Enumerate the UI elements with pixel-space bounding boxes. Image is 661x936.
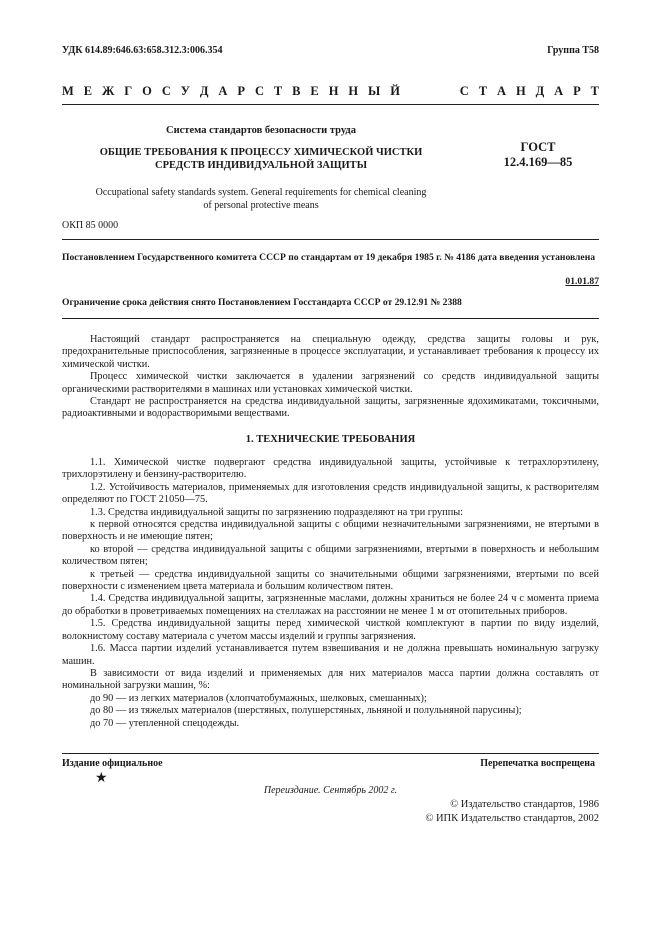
banner-letter: Р [573, 84, 581, 98]
requirement-paragraph: к третьей — средства индивидуальной защиты со значительными общими загрязнениями, втертыми по всей поверхности с изменением цвета материала и большим количеством пятен. [62, 568, 599, 593]
banner-letter: Г [124, 84, 133, 98]
requirement-paragraph: ко второй — средства индивидуальной защиты с общими загрязнениями, втертыми в поверхность и небольшим количеством пятен; [62, 543, 599, 568]
banner-letter: Ж [102, 84, 115, 98]
banner-letter: У [180, 84, 190, 98]
banner-letter: Т [273, 84, 283, 98]
banner-letter: С [161, 84, 171, 98]
english-title [62, 186, 460, 212]
requirement-paragraph: до 80 — из тяжелых материалов (шерстяных, полушерстяных, льняной и полульняной парусины); [90, 705, 522, 717]
technical-requirements-text [62, 457, 599, 730]
requirement-paragraph: до 70 — утепленной спецодежды. [90, 717, 240, 729]
banner-letter: Д [199, 84, 209, 98]
banner-letter: Е [83, 84, 93, 98]
banner-letter: Т [590, 84, 599, 98]
banner-letter: А [554, 84, 564, 98]
reissue-note: Переиздание. Сентябрь 2002 г. [263, 785, 398, 796]
english-title-line-2: of personal protective means [203, 200, 319, 211]
title-line-1: ОБЩИЕ ТРЕБОВАНИЯ К ПРОЦЕССУ ХИМИЧЕСКОЙ ЧИСТКИ [99, 147, 423, 158]
requirement-paragraph: 1.4. Средства индивидуальной защиты, загрязненные маслами, должны храниться не более 24 ч с момента приема до обработки в проветриваемых помещениях на стеллажах на расстоянии не менее 1 м от отопительных приборов. [62, 593, 599, 617]
banner-letter: О [142, 84, 152, 98]
udk-code: УДК 614.89:646.63:658.312.3:006.354 [62, 45, 223, 56]
gost-label: ГОСТ [520, 140, 556, 154]
section-heading: 1. ТЕХНИЧЕСКИЕ ТРЕБОВАНИЯ [245, 434, 416, 445]
banner-rule [62, 104, 599, 105]
banner-letter: Н [515, 84, 526, 98]
footer-rule [62, 753, 599, 754]
banner-letter: М [62, 84, 74, 98]
requirement-paragraph: 1.3. Средства индивидуальной защиты по загрязнению подразделяют на три группы: [90, 506, 463, 518]
banner-letter: Р [237, 84, 246, 98]
intro-paragraph: Процесс химической чистки заключается в удалении загрязнений со средств индивидуальной защиты органическими растворителями в машинах или установках химической чистки. [62, 371, 599, 395]
banner-letter: С [459, 84, 469, 98]
banner-letter: Ы [368, 84, 381, 98]
official-edition-label: Издание официальное [62, 758, 163, 769]
banner-letter: А [497, 84, 507, 98]
requirement-paragraph: к первой относятся средства индивидуальной защиты с общими незначительными загрязнениями, не втертыми в поверхность и не имеющие пятен; [62, 519, 599, 543]
requirement-paragraph: 1.2. Устойчивость материалов, применяемых для изготовления средств индивидуальной защиты, к растворителям определяют по ГОСТ 21050—75. [62, 481, 599, 506]
okp-code: ОКП 85 0000 [62, 220, 119, 231]
interstate-standard-banner [62, 84, 599, 99]
banner-letter: Н [348, 84, 359, 98]
validity-limit-note: Ограничение срока действия снято Постановлением Госстандарта СССР от 29.12.91 № 2388 [62, 297, 462, 308]
copyright-1986: © Издательство стандартов, 1986 [450, 799, 599, 810]
gost-number: 12.4.169—85 [503, 155, 573, 169]
banner-gap [410, 84, 450, 99]
banner-letter: Д [535, 84, 545, 98]
banner-letter: Т [478, 84, 488, 98]
english-title-line-1: Occupational safety standards system. General requirements for chemical cleaning [95, 187, 427, 198]
banner-letter: С [254, 84, 264, 98]
requirement-paragraph: до 90 — из легких материалов (хлопчатобумажных, шелковых, смешанных); [90, 692, 427, 704]
intro-paragraph: Стандарт не распространяется на средства индивидуальной защиты, загрязненные ядохимикатами, токсичными, радиоактивными и водорастворимыми веществами. [62, 396, 599, 420]
requirement-paragraph: 1.1. Химической чистке подвергают средства индивидуальной защиты, устойчивые к тетрахлорэтилену, трихлорэтилену и бензину-растворителю. [62, 457, 599, 481]
title-rule [62, 239, 599, 240]
introduction-date: 01.01.87 [565, 276, 599, 287]
adoption-decree: Постановлением Государственного комитета СССР по стандартам от 19 декабря 1985 г. № 4186 дата введения установлена [62, 252, 596, 263]
document-title [62, 146, 460, 172]
banner-letter: Й [390, 84, 400, 98]
standards-series: Система стандартов безопасности труда [166, 125, 356, 136]
gost-designation [488, 140, 588, 170]
star-icon: ★ [95, 771, 108, 786]
decree-rule [62, 318, 599, 319]
copyright-2002: © ИПК Издательство стандартов, 2002 [425, 813, 599, 824]
introduction-text [62, 334, 599, 421]
reprint-prohibited-label: Перепечатка воспрещена [480, 758, 595, 769]
intro-paragraph: Настоящий стандарт распространяется на специальную одежду, средства защиты головы и рук, предохранительные приспособления, загрязненные в процессе эксплуатации, и устанавливает требования к процессу их химической чистки. [62, 334, 599, 370]
requirement-paragraph: 1.5. Средства индивидуальной защиты перед химической чисткой комплектуют в партии по виду изделий, волокнистому составу материала с учетом массы изделий и группы загрязнения. [62, 618, 599, 642]
requirement-paragraph: В зависимости от вида изделий и применяемых для них материалов масса партии должна составлять от номинальной загрузки машин, %: [62, 667, 599, 692]
group-code: Группа Т58 [547, 45, 599, 56]
banner-letter: А [218, 84, 228, 98]
requirement-paragraph: 1.6. Масса партии изделий устанавливается путем взвешивания и не должна превышать номинальную загрузку машин. [62, 643, 599, 667]
banner-letter: В [292, 84, 301, 98]
title-line-2: СРЕДСТВ ИНДИВИДУАЛЬНОЙ ЗАЩИТЫ [155, 160, 367, 171]
banner-letter: Н [328, 84, 339, 98]
banner-letter: Е [310, 84, 319, 98]
